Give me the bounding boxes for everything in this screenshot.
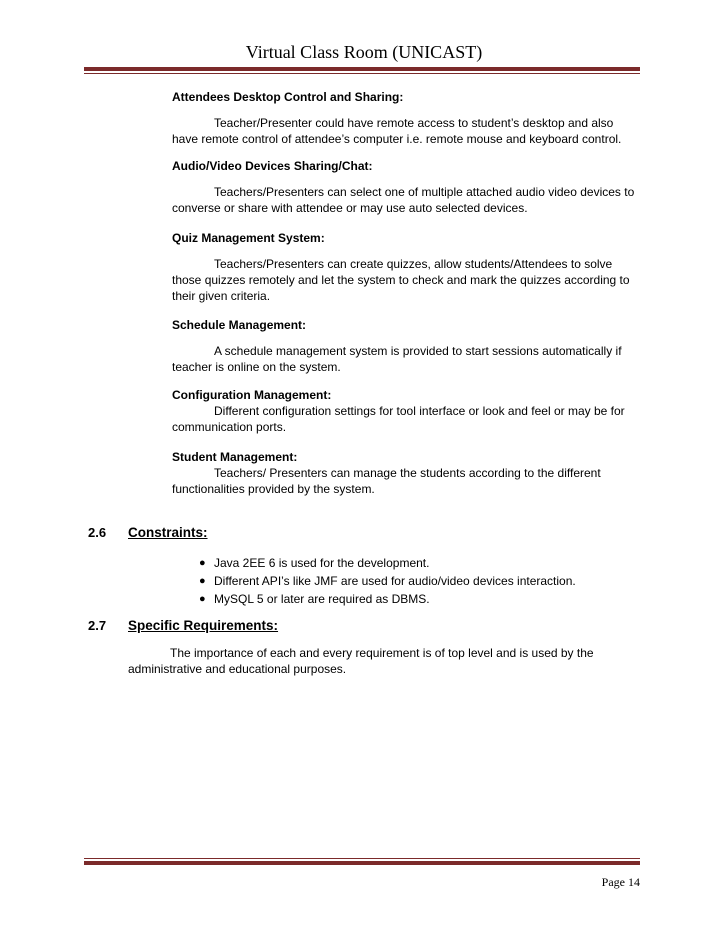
feature-text: Teacher/Presenter could have remote access to student’s desktop and also have remote control of attendee’s computer i.e. remote mouse and keyboard control.	[172, 116, 622, 146]
feature-text: Teachers/ Presenters can manage the students according to the different functionalities provided by the system.	[172, 466, 601, 496]
feature-text: Teachers/Presenters can select one of multiple attached audio video devices to converse or share with attendee or may use auto selected devices.	[172, 185, 635, 215]
feature-student-management	[172, 449, 642, 497]
feature-quiz-management	[172, 230, 642, 304]
feature-text: Teachers/Presenters can create quizzes, allow students/Attendees to solve those quizzes remotely and let the system to check and mark the quizzes according to their given criteria.	[172, 257, 630, 303]
list-item-text: Different API’s like JMF are used for audio/video devices interaction.	[214, 574, 576, 588]
list-item	[199, 591, 639, 607]
feature-desktop-control	[172, 89, 642, 147]
section-text: The importance of each and every requirement is of top level and is used by the administrative and educational purposes.	[128, 646, 594, 676]
feature-text: Different configuration settings for tool interface or look and feel or may be for communication ports.	[172, 404, 625, 434]
feature-heading: Configuration Management:	[172, 388, 332, 402]
bullet-icon: ●	[199, 557, 206, 569]
feature-configuration-management	[172, 387, 642, 435]
footer-rule	[84, 858, 640, 865]
feature-text: A schedule management system is provided to start sessions automatically if teacher is online on the system.	[172, 344, 622, 374]
feature-schedule-management	[172, 317, 642, 375]
feature-heading: Audio/Video Devices Sharing/Chat:	[172, 159, 373, 173]
list-item	[199, 573, 639, 589]
bullet-icon: ●	[199, 575, 206, 587]
feature-av-sharing	[172, 158, 642, 216]
feature-heading: Student Management:	[172, 450, 298, 464]
feature-heading: Quiz Management System:	[172, 231, 325, 245]
constraints-list	[199, 555, 639, 609]
bullet-icon: ●	[199, 593, 206, 605]
feature-heading: Schedule Management:	[172, 318, 307, 332]
section-title-constraints: Constraints:	[128, 525, 208, 540]
list-item-text: MySQL 5 or later are required as DBMS.	[214, 592, 430, 606]
page-header-title: Virtual Class Room (UNICAST)	[245, 42, 483, 62]
section-number: 2.6	[88, 525, 107, 540]
section-title-specific-requirements: Specific Requirements:	[128, 618, 279, 633]
page-number: Page 14	[601, 875, 640, 889]
list-item-text: Java 2EE 6 is used for the development.	[214, 556, 430, 570]
header-rule	[84, 67, 640, 74]
feature-heading: Attendees Desktop Control and Sharing:	[172, 90, 404, 104]
list-item	[199, 555, 639, 571]
section-number: 2.7	[88, 618, 107, 633]
